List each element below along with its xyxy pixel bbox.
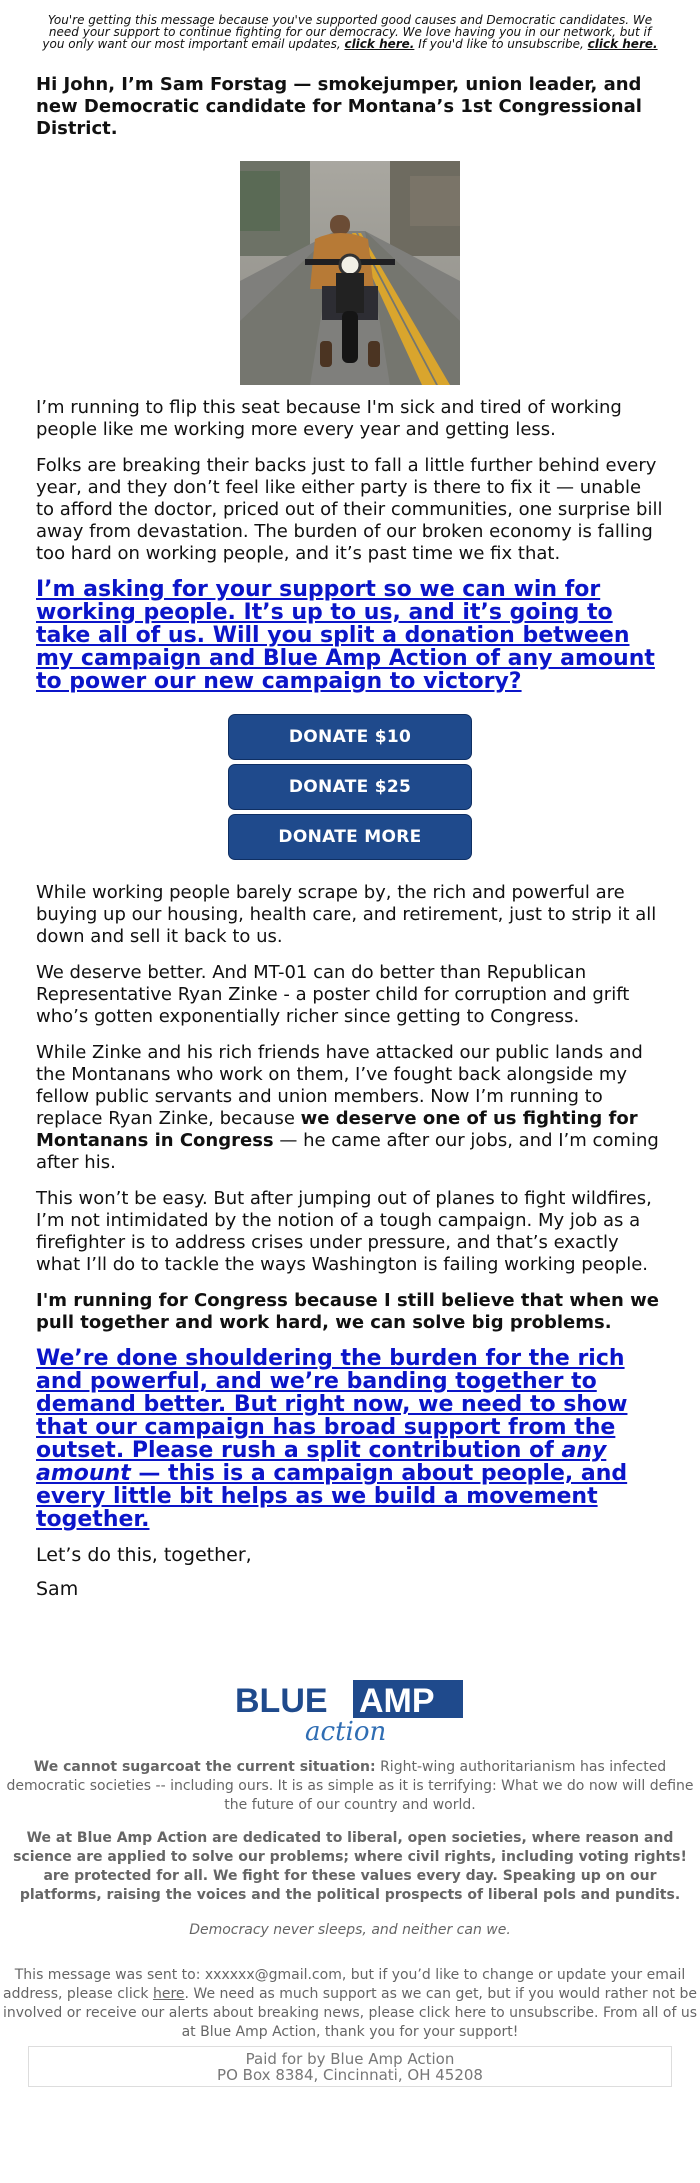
signoff: Let’s do this, together, [36, 1544, 252, 1566]
update-email-link[interactable]: here [152, 1986, 185, 2002]
paragraph-rich-powerful: While working people barely scrape by, the rich and powerful are buying up our housing, health care, and retirement, just to strip it all down and sell it back to us. [36, 882, 657, 947]
unsubscribe-link[interactable]: click here. [587, 37, 658, 51]
logo-word-blue: BLUE [235, 1682, 328, 1720]
paid-for-line: Paid for by Blue Amp Action [245, 2050, 455, 2068]
zinke-text-bold: we deserve one of us fighting for Montanans in Congress [36, 1108, 638, 1151]
footer-sent-text-b: . We need as much support as we can get, but if you would rather not be involved or receive our alerts about breaking news, please click here to unsubscribe. From all of us at Blue Amp Action, thank you for your support! [3, 1986, 697, 2040]
donate-more-button[interactable]: DONATE MORE [228, 814, 472, 860]
footer-sent-to [2, 1966, 698, 2042]
preheader-text-a: You're getting this message because you've supported good causes and Democratic candidates. We need your support to continue fighting for our democracy. We love having you in our network, but if you only want our most important email updates, [42, 13, 653, 51]
paragraph-deserve-better: We deserve better. And MT-01 can do better than Republican Representative Ryan Zinke - a poster child for corruption and grift who’s gotten exponentially richer since getting to Congress. [36, 962, 630, 1027]
paragraph-working-people: Folks are breaking their backs just to fall a little further behind every year, and they don’t feel like either party is there to fix it — unable to afford the doctor, priced out of their communities, one surprise bill away from devastation. The burden of our broken economy is falling too hard on working people, and it’s past time we fix that. [36, 455, 663, 564]
paid-for-box [28, 2046, 672, 2087]
donate-10-button[interactable]: DONATE $10 [228, 714, 472, 760]
congress-text-b: I still believe that when we pull together and work hard, we can solve big problems. [36, 1290, 659, 1333]
footer-sugarcoat [2, 1758, 698, 1815]
footer-mission: We at Blue Amp Action are dedicated to liberal, open societies, where reason and science are applied to solve our problems; where civil rights, including voting rights! are protected for all. We fight for these values every day. Speaking up on our platforms, raising the voices and the political prospects of liberal pols and pundits. [13, 1830, 687, 1903]
donate-buttons [0, 714, 700, 864]
paragraph-running-for-congress [36, 1290, 664, 1334]
donate-25-button[interactable]: DONATE $25 [228, 764, 472, 810]
intro-heading: Hi John, I’m Sam Forstag — smokejumper, union leader, and new Democratic candidate for Montana’s 1st Congressional District. [36, 74, 642, 139]
candidate-motorcycle-photo [240, 161, 460, 385]
logo-word-action: action [305, 1717, 387, 1746]
zinke-text-a: While Zinke and his rich friends have attacked our public lands and the Montanans who work on them, I’ve fought back alongside my fellow public servants and union members. Now I’m running to replace Ryan Zinke, because [36, 1042, 643, 1129]
paragraph-firefighter: This won’t be easy. But after jumping out of planes to fight wildfires, I’m not intimidated by the notion of a tough campaign. My job as a firefighter is to address crises under pressure, and that’s exactly what I’ll do to tackle the ways Washington is failing working people. [36, 1188, 652, 1275]
logo-word-amp: AMP [359, 1682, 435, 1720]
paid-for-address: PO Box 8384, Cincinnati, OH 45208 [217, 2066, 483, 2084]
footer-sugarcoat-text: Right-wing authoritarianism has infected democratic societies -- including ours. It is as simple as it is terrifying: What we do now will define the future of our country and world. [6, 1759, 694, 1813]
congress-text-a: I'm running for Congress because [36, 1290, 384, 1311]
footer-tagline: Democracy never sleeps, and neither can we. [189, 1922, 511, 1938]
zinke-text-c: — he came after our jobs, and I’m coming after his. [36, 1130, 659, 1173]
split-text-c: — this is a campaign about people, and every little bit helps as we build a movement together. [36, 1461, 628, 1532]
preheader-text-b: If you'd like to unsubscribe, [414, 37, 588, 51]
split-text-a: We’re done shouldering the burden for the rich and powerful, and we’re banding together to demand better. But right now, we need to show that our campaign has broad support from the outset. Please rush a split contribution of [36, 1346, 628, 1463]
split-contribution-link[interactable] [36, 1346, 627, 1532]
footer-sent-text-a: This message was sent to: xxxxxx@gmail.com, but if you’d like to change or update your email address, please click [3, 1967, 686, 2002]
photo-illustration [240, 161, 460, 385]
signature: Sam [36, 1578, 79, 1600]
split-text-italic: any amount [36, 1438, 607, 1486]
footer-sugarcoat-bold: We cannot sugarcoat the current situation: [33, 1759, 376, 1775]
blue-amp-action-logo [235, 1678, 465, 1746]
paragraph-zinke [36, 1042, 664, 1174]
email-preferences-link[interactable]: click here. [344, 37, 415, 51]
donation-ask-link[interactable]: I’m asking for your support so we can win for working people. It’s up to us, and it’s going to take all of us. Will you split a donation between my campaign and Blue Amp Action of any amount to power our new campaign to victory? [36, 577, 655, 694]
preheader-notice [40, 14, 660, 50]
paragraph-flip-seat: I’m running to flip this seat because I'm sick and tired of working people like me working more every year and getting less. [36, 397, 622, 440]
